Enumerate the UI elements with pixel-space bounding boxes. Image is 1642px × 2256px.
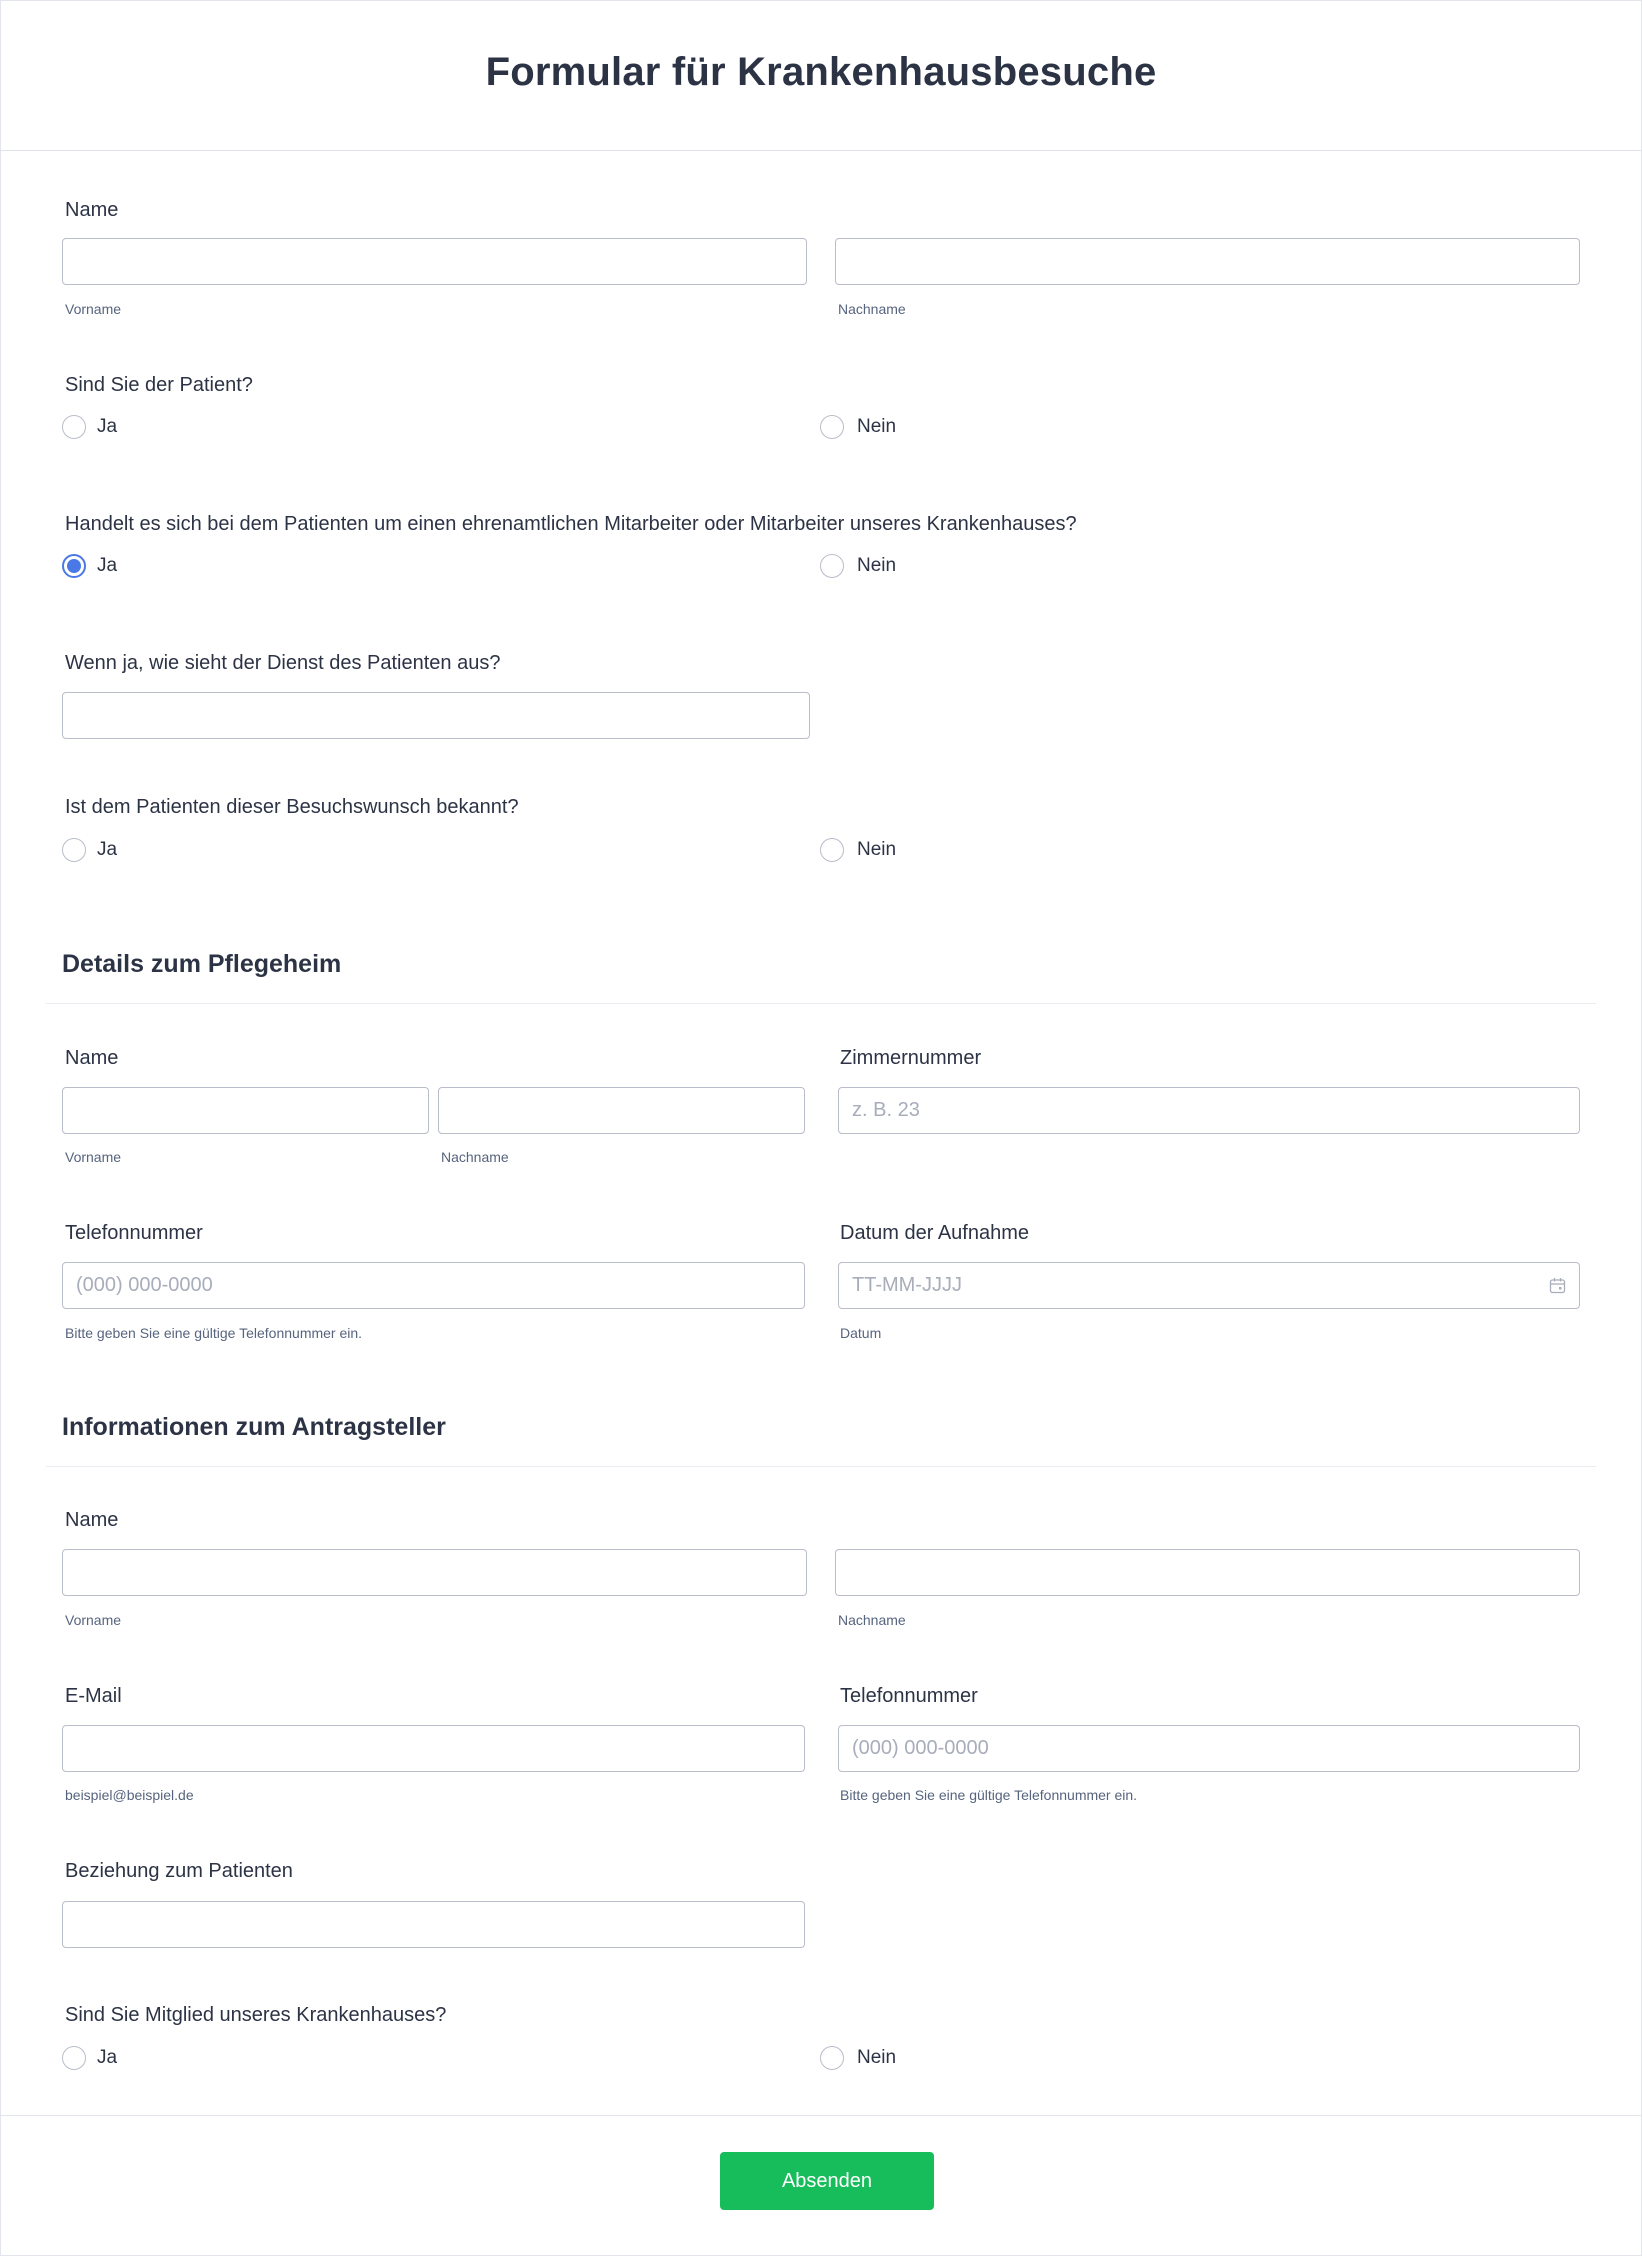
admission-date-sublabel: Datum: [840, 1325, 882, 1341]
footer-divider: [0, 2115, 1642, 2116]
form-title: Formular für Krankenhausbesuche: [485, 50, 1157, 94]
nursing-last-name-sublabel: Nachname: [441, 1149, 509, 1165]
nursing-first-name-input[interactable]: [62, 1087, 429, 1134]
patient-first-name-sublabel: Vorname: [65, 301, 122, 317]
is-patient-question: Sind Sie der Patient?: [65, 374, 253, 396]
form-header: [0, 0, 1642, 151]
service-question: Wenn ja, wie sieht der Dienst des Patienten aus?: [65, 652, 501, 674]
patient-last-name-input[interactable]: [835, 238, 1580, 285]
patient-last-name-sublabel: Nachname: [838, 301, 906, 317]
is-volunteer-no-label[interactable]: Nein: [857, 555, 897, 576]
submit-button[interactable]: Absenden: [720, 2152, 934, 2210]
member-question: Sind Sie Mitglied unseres Krankenhauses?: [65, 2004, 447, 2026]
nursing-home-section-title: Details zum Pflegeheim: [62, 950, 342, 978]
aware-yes-radio[interactable]: [62, 838, 86, 862]
calendar-icon[interactable]: [1549, 1277, 1566, 1294]
nursing-phone-input[interactable]: [62, 1262, 805, 1309]
service-input[interactable]: [62, 692, 810, 739]
nursing-phone-sublabel: Bitte geben Sie eine gültige Telefonnummer ein.: [65, 1325, 363, 1341]
applicant-section-title: Informationen zum Antragsteller: [62, 1413, 446, 1441]
member-no-radio[interactable]: [820, 2046, 844, 2070]
member-yes-label[interactable]: Ja: [97, 2047, 118, 2068]
relation-input[interactable]: [62, 1901, 805, 1948]
room-number-label: Zimmernummer: [840, 1047, 982, 1069]
is-volunteer-yes-label[interactable]: Ja: [97, 555, 118, 576]
nursing-last-name-input[interactable]: [438, 1087, 805, 1134]
room-number-input[interactable]: [838, 1087, 1580, 1134]
applicant-phone-label: Telefonnummer: [840, 1685, 978, 1707]
aware-no-label[interactable]: Nein: [857, 839, 897, 860]
is-patient-no-radio[interactable]: [820, 415, 844, 439]
nursing-phone-label: Telefonnummer: [65, 1222, 203, 1244]
is-patient-yes-radio[interactable]: [62, 415, 86, 439]
aware-question: Ist dem Patienten dieser Besuchswunsch bekannt?: [65, 796, 519, 818]
is-patient-yes-label[interactable]: Ja: [97, 416, 118, 437]
email-label: E-Mail: [65, 1685, 122, 1707]
applicant-first-name-input[interactable]: [62, 1549, 807, 1596]
applicant-first-name-sublabel: Vorname: [65, 1612, 122, 1628]
nursing-name-label: Name: [65, 1047, 119, 1069]
section-divider: [46, 1003, 1596, 1004]
member-no-label[interactable]: Nein: [857, 2047, 897, 2068]
is-volunteer-question: Handelt es sich bei dem Patienten um einen ehrenamtlichen Mitarbeiter oder Mitarbeiter unseres Krankenhauses?: [65, 513, 1077, 535]
aware-yes-label[interactable]: Ja: [97, 839, 118, 860]
aware-no-radio[interactable]: [820, 838, 844, 862]
applicant-last-name-input[interactable]: [835, 1549, 1580, 1596]
applicant-phone-input[interactable]: [838, 1725, 1580, 1772]
section-divider: [46, 1466, 1596, 1467]
member-yes-radio[interactable]: [62, 2046, 86, 2070]
is-volunteer-no-radio[interactable]: [820, 554, 844, 578]
admission-date-input[interactable]: [838, 1262, 1580, 1309]
is-patient-no-label[interactable]: Nein: [857, 416, 897, 437]
relation-label: Beziehung zum Patienten: [65, 1860, 293, 1882]
is-volunteer-yes-radio[interactable]: [62, 554, 86, 578]
patient-first-name-input[interactable]: [62, 238, 807, 285]
applicant-last-name-sublabel: Nachname: [838, 1612, 906, 1628]
nursing-first-name-sublabel: Vorname: [65, 1149, 122, 1165]
email-sublabel: beispiel@beispiel.de: [65, 1787, 194, 1803]
patient-name-label: Name: [65, 199, 119, 221]
applicant-phone-sublabel: Bitte geben Sie eine gültige Telefonnummer ein.: [840, 1787, 1138, 1803]
email-input[interactable]: [62, 1725, 805, 1772]
admission-date-label: Datum der Aufnahme: [840, 1222, 1029, 1244]
applicant-name-label: Name: [65, 1509, 119, 1531]
